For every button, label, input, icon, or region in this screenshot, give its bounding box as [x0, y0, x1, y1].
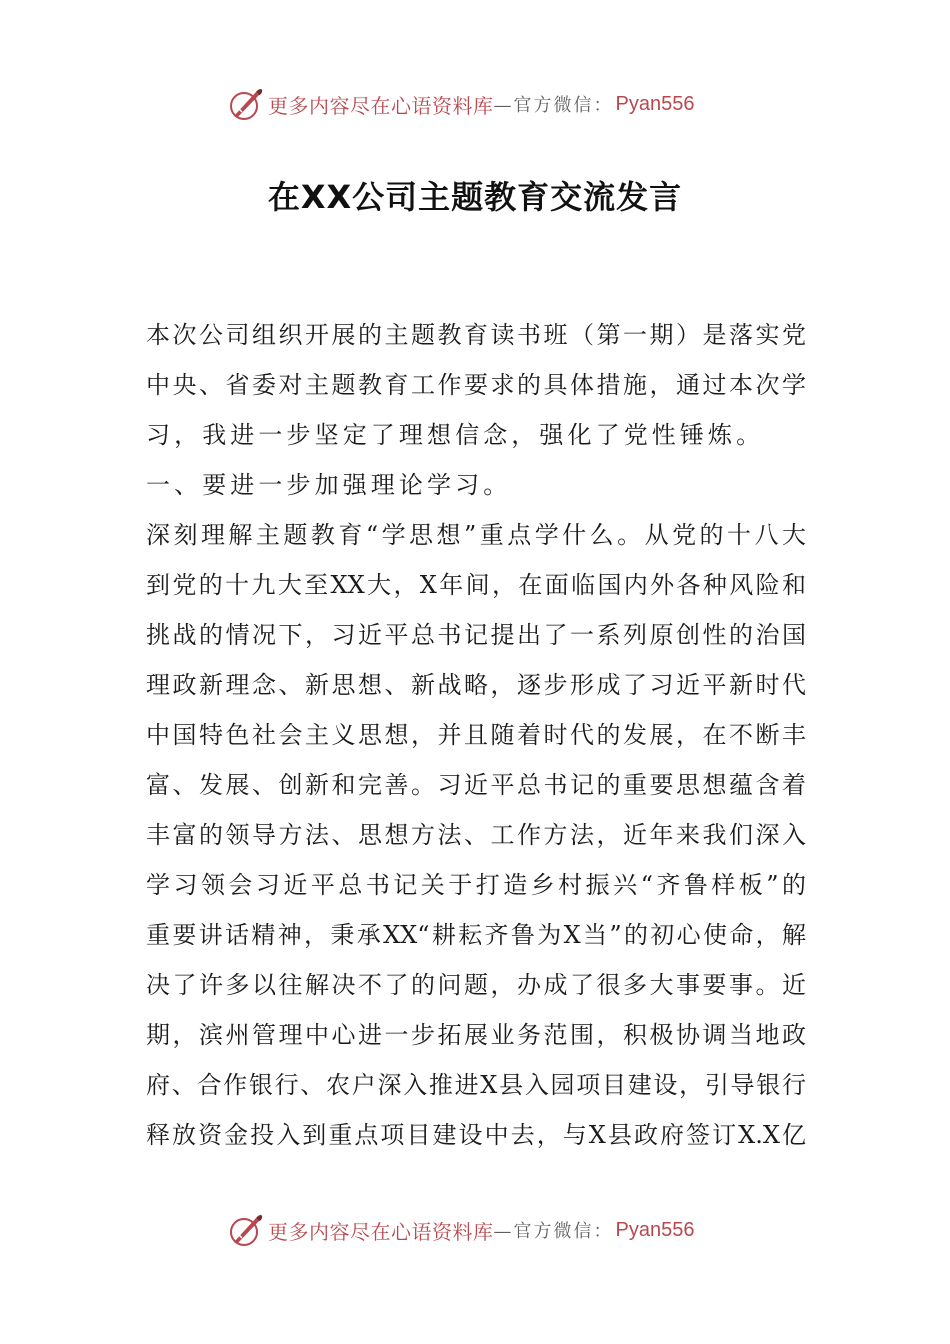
body-line: 重要讲话精神，秉承XX“耕耘齐鲁为X当”的初心使命，解	[146, 921, 806, 949]
footer-banner-sub-text: —官方微信：	[493, 1221, 614, 1242]
body-line: 习，我进一步坚定了理想信念，强化了党性锤炼。	[146, 421, 765, 449]
body-line: 挑战的情况下，习近平总书记提出了一系列原创性的治国	[146, 621, 806, 649]
body-line: 中国特色社会主义思想，并且随着时代的发展，在不断丰	[146, 721, 806, 749]
body-line: 到党的十九大至XX大，X年间，在面临国内外各种风险和	[146, 571, 806, 599]
footer-banner	[228, 1210, 694, 1250]
body-line: 深刻理解主题教育“学思想”重点学什么。从党的十八大	[146, 521, 806, 549]
body-line: 中央、省委对主题教育工作要求的具体措施，通过本次学	[146, 371, 806, 399]
header-banner-main-text: 更多内容尽在心语资料库	[268, 93, 494, 118]
footer-banner-main-text: 更多内容尽在心语资料库	[268, 1219, 494, 1244]
body-line: 期，滨州管理中心进一步拓展业务范围，积极协调当地政	[146, 1021, 806, 1049]
body-line: 释放资金投入到重点项目建设中去，与X县政府签订X.X亿	[146, 1121, 806, 1149]
body-line: 学习领会习近平总书记关于打造乡村振兴“齐鲁样板”的	[146, 871, 806, 899]
document-body	[146, 310, 806, 1160]
quill-pen-logo-icon	[228, 1212, 264, 1248]
header-banner-wechat-handle: Pyan556	[615, 92, 695, 115]
footer-banner-wechat-handle: Pyan556	[615, 1218, 695, 1241]
document-title: 在XX公司主题教育交流发言	[267, 178, 683, 216]
body-line: 理政新理念、新思想、新战略，逐步形成了习近平新时代	[146, 671, 806, 699]
section-heading: 一、要进一步加强理论学习。	[146, 471, 512, 499]
header-banner-sub-text: —官方微信：	[493, 95, 614, 116]
body-line: 丰富的领导方法、思想方法、工作方法，近年来我们深入	[146, 821, 806, 849]
body-line: 决了许多以往解决不了的问题，办成了很多大事要事。近	[146, 971, 806, 999]
body-line: 富、发展、创新和完善。习近平总书记的重要思想蕴含着	[146, 771, 806, 799]
quill-pen-logo-icon	[228, 86, 264, 122]
body-line: 府、合作银行、农户深入推进X县入园项目建设，引导银行	[146, 1071, 806, 1099]
body-line: 本次公司组织开展的主题教育读书班（第一期）是落实党	[146, 321, 806, 349]
header-banner	[228, 84, 694, 124]
